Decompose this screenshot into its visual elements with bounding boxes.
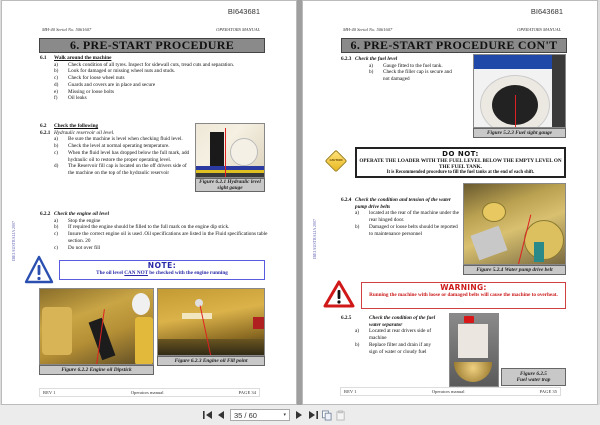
- list-item: f) Oil leaks: [54, 95, 87, 102]
- page-footer: [39, 388, 260, 397]
- list-item: a) located at the rear of the machine under the rear hinged door.: [355, 210, 459, 224]
- running-header: [343, 27, 561, 32]
- running-header-manual: OPERATORS MANUAL: [517, 27, 561, 32]
- list-item: c) When the fluid level has dropped below the full mark, add hydraulic oil to restore the proper operating level.: [54, 149, 190, 163]
- previous-page-icon: [218, 411, 224, 419]
- do-not-text: OPERATE THE LOADER WITH THE FUEL LEVEL BELOW THE EMPTY LEVEL ON THE FUEL TANK.: [359, 158, 562, 170]
- page-navigation: [202, 408, 346, 422]
- footer-rev: REV 1: [344, 389, 357, 394]
- viewer-toolbar: [0, 405, 600, 425]
- page-number-select[interactable]: [230, 409, 290, 421]
- warning-box: [361, 282, 566, 309]
- subsection-heading: Check the condition of the fuel water separator: [369, 315, 436, 328]
- water-pump-photo: [463, 183, 566, 265]
- side-stamp: IBEI AUSTRALIA 2007: [11, 221, 16, 261]
- figure-caption: Figure 6.2.2 Engine oil Dipstick: [39, 365, 154, 375]
- section-6-2-3: 6.2.3 Check the fuel level a) Gauge fitted to the fuel tank. b) Check the filler cap is secure and not damaged: [341, 56, 471, 83]
- section-6-2-4: 6.2.4 Check the condition and tension of the water pump drive belts a) located at the rear of the machine under the rear hinged door. b) Damaged or loose belts should be reported to maintenance personnel: [341, 197, 461, 237]
- list-item: b) Look for damaged or missing wheel nuts and studs.: [54, 68, 176, 75]
- footer-rev: REV 1: [43, 390, 56, 395]
- engine-fill-point-photo: [157, 288, 265, 356]
- doc-id: BI643681: [227, 7, 260, 16]
- copy-button[interactable]: [322, 409, 332, 421]
- page-title: 6. PRE-START PROCEDURE CON'T: [341, 38, 567, 53]
- footer-page-number: PAGE 34: [238, 390, 256, 395]
- last-page-icon: [309, 411, 318, 419]
- do-not-title: DO NOT:: [442, 150, 479, 158]
- list-item: a) Located at rear drivers side of machine: [355, 328, 432, 342]
- warning-title: WARNING:: [440, 283, 487, 292]
- next-page-button[interactable]: [294, 409, 304, 421]
- list-item: a) Check condition of all tyres. Inspect for sidewall cuts, tread cuts and separation.: [54, 61, 235, 68]
- section-6-1: [40, 55, 270, 102]
- list-item: c) Insure the correct engine oil is used .Oil specifications are listed in the Fluid specifications table section. 20: [54, 231, 268, 244]
- do-not-subtext: It is Recommended procedure to fill the fuel tanks at the end of each shift.: [386, 170, 535, 175]
- subsection-heading: Hydraulic reservoir oil level.: [54, 129, 115, 136]
- list-item: b) Check the level at normal operating temperature.: [54, 143, 170, 150]
- list-item: b) Check the filler cap is secure and not damaged: [369, 69, 452, 83]
- previous-page-button[interactable]: [216, 409, 226, 421]
- running-header: [42, 27, 260, 32]
- section-6-2-5: 6.2.5 Check the condition of the fuel water separator a) Located at rear drivers side of machine b) Replace filter and drain if any sign of water or cloudy fuel: [341, 315, 451, 355]
- note-box: [59, 260, 265, 280]
- footer-page-number: PAGE 35: [539, 389, 557, 394]
- list-item: d) The Reservoir fill cap is located on the off drivers side of the machine on the top of the hydraulic reservoir: [54, 163, 187, 176]
- figure-caption: Figure 6.2.5 Fuel water trap: [501, 368, 566, 386]
- do-not-box: [355, 147, 566, 178]
- subsection-heading: Check the engine oil level: [54, 211, 110, 217]
- list-item: b) Replace filter and drain if any sign of water or cloudy fuel: [355, 341, 432, 355]
- figure-caption: Figure 6.2.3 Engine oil Fill point: [157, 356, 265, 366]
- warning-triangle-icon: [24, 255, 54, 285]
- list-item: c) Check for loose wheel nuts: [54, 75, 125, 82]
- subsection-heading: Check the condition and tension of the water pump drive belts: [355, 197, 451, 210]
- current-page-value: 35 / 60: [234, 410, 257, 420]
- doc-id: BI643681: [530, 7, 563, 16]
- page-footer: [340, 387, 561, 396]
- section-heading: Walk around the machine: [54, 55, 112, 61]
- last-page-button[interactable]: [308, 409, 318, 421]
- page-34: [1, 0, 297, 405]
- note-title: NOTE:: [147, 261, 177, 270]
- warning-triangle-icon: [323, 280, 355, 308]
- engine-dipstick-photo: [39, 288, 154, 365]
- note-text: The oil level CAN NOT be checked with the engine running: [96, 270, 228, 276]
- first-page-icon: [203, 411, 212, 419]
- figure-caption: Figure 5.2.4 Water pump drive belt: [463, 265, 566, 275]
- paste-button[interactable]: [336, 409, 346, 421]
- section-6-2-2: 6.2.2 Check the engine oil level a) Stop the engine b) If required the engine should be filled to the full mark on the engine dip stick. c) Insure the correct engine oil is used .Oil specifications are listed in the Fluid specifications table section. 20 c) Do not over fill: [40, 211, 270, 251]
- list-item: a) Gauge fitted to the fuel tank.: [369, 62, 443, 69]
- subsection-heading: Check the fuel level: [355, 56, 398, 62]
- running-header-manual: OPERATORS MANUAL: [216, 27, 260, 32]
- fuel-water-trap-photo: [449, 313, 499, 387]
- list-item: d) Guards and covers are in place and secure: [54, 81, 156, 88]
- page-35: [302, 0, 598, 405]
- list-item: e) Missing or loose bolts: [54, 88, 114, 95]
- list-item: b) Damaged or loose belts should be reported to maintenance personnel: [355, 223, 458, 237]
- figure-caption: Figure 6.2.1 Hydraulic level sight gauge: [195, 178, 265, 192]
- copy-icon: [322, 410, 332, 421]
- paste-icon: [336, 410, 346, 421]
- fuel-gauge-photo: [473, 54, 566, 128]
- footer-title: Operators manual: [130, 390, 164, 395]
- warning-text: Running the machine with loose or damaged belts will cause the machine to overheat.: [369, 292, 558, 298]
- section-6-2: 6.2 Check the following 6.2.1 Hydraulic reservoir oil level. a) Be sure the machine is level when checking fluid level. b) Check the level at normal operating temperature. c) When the fluid level has dropped below the full mark, add hydraulic oil to restore the proper operating level. d) The Reservoir fill cap is located on the off drivers side of the machine on the top of the hydraulic reservoir: [40, 123, 190, 176]
- footer-title: Operators manual: [431, 389, 465, 394]
- running-header-serial: MH-40 Serial No. 5061607: [42, 27, 92, 32]
- list-item: a) Be sure the machine is level when checking fluid level.: [54, 136, 183, 143]
- list-item: c) Do not over fill: [54, 244, 101, 251]
- running-header-serial: MH-40 Serial No. 5061607: [343, 27, 393, 32]
- first-page-button[interactable]: [202, 409, 212, 421]
- list-item: a) Stop the engine: [54, 217, 101, 224]
- caution-icon: CAUTION: [325, 150, 347, 172]
- hydraulic-gauge-photo: [195, 123, 265, 178]
- section-heading: Check the following: [54, 123, 99, 129]
- list-item: b) If required the engine should be filled to the full mark on the engine dip stick.: [54, 224, 230, 231]
- chevron-down-icon: ▾: [283, 412, 286, 418]
- next-page-icon: [296, 411, 302, 419]
- page-title: 6. PRE-START PROCEDURE: [39, 38, 265, 53]
- section-number: 6.1: [40, 55, 47, 61]
- side-stamp: IBEI AUSTRALIA 2007: [312, 219, 317, 259]
- figure-caption: Figure 5.2.3 Fuel sight gauge: [473, 128, 566, 138]
